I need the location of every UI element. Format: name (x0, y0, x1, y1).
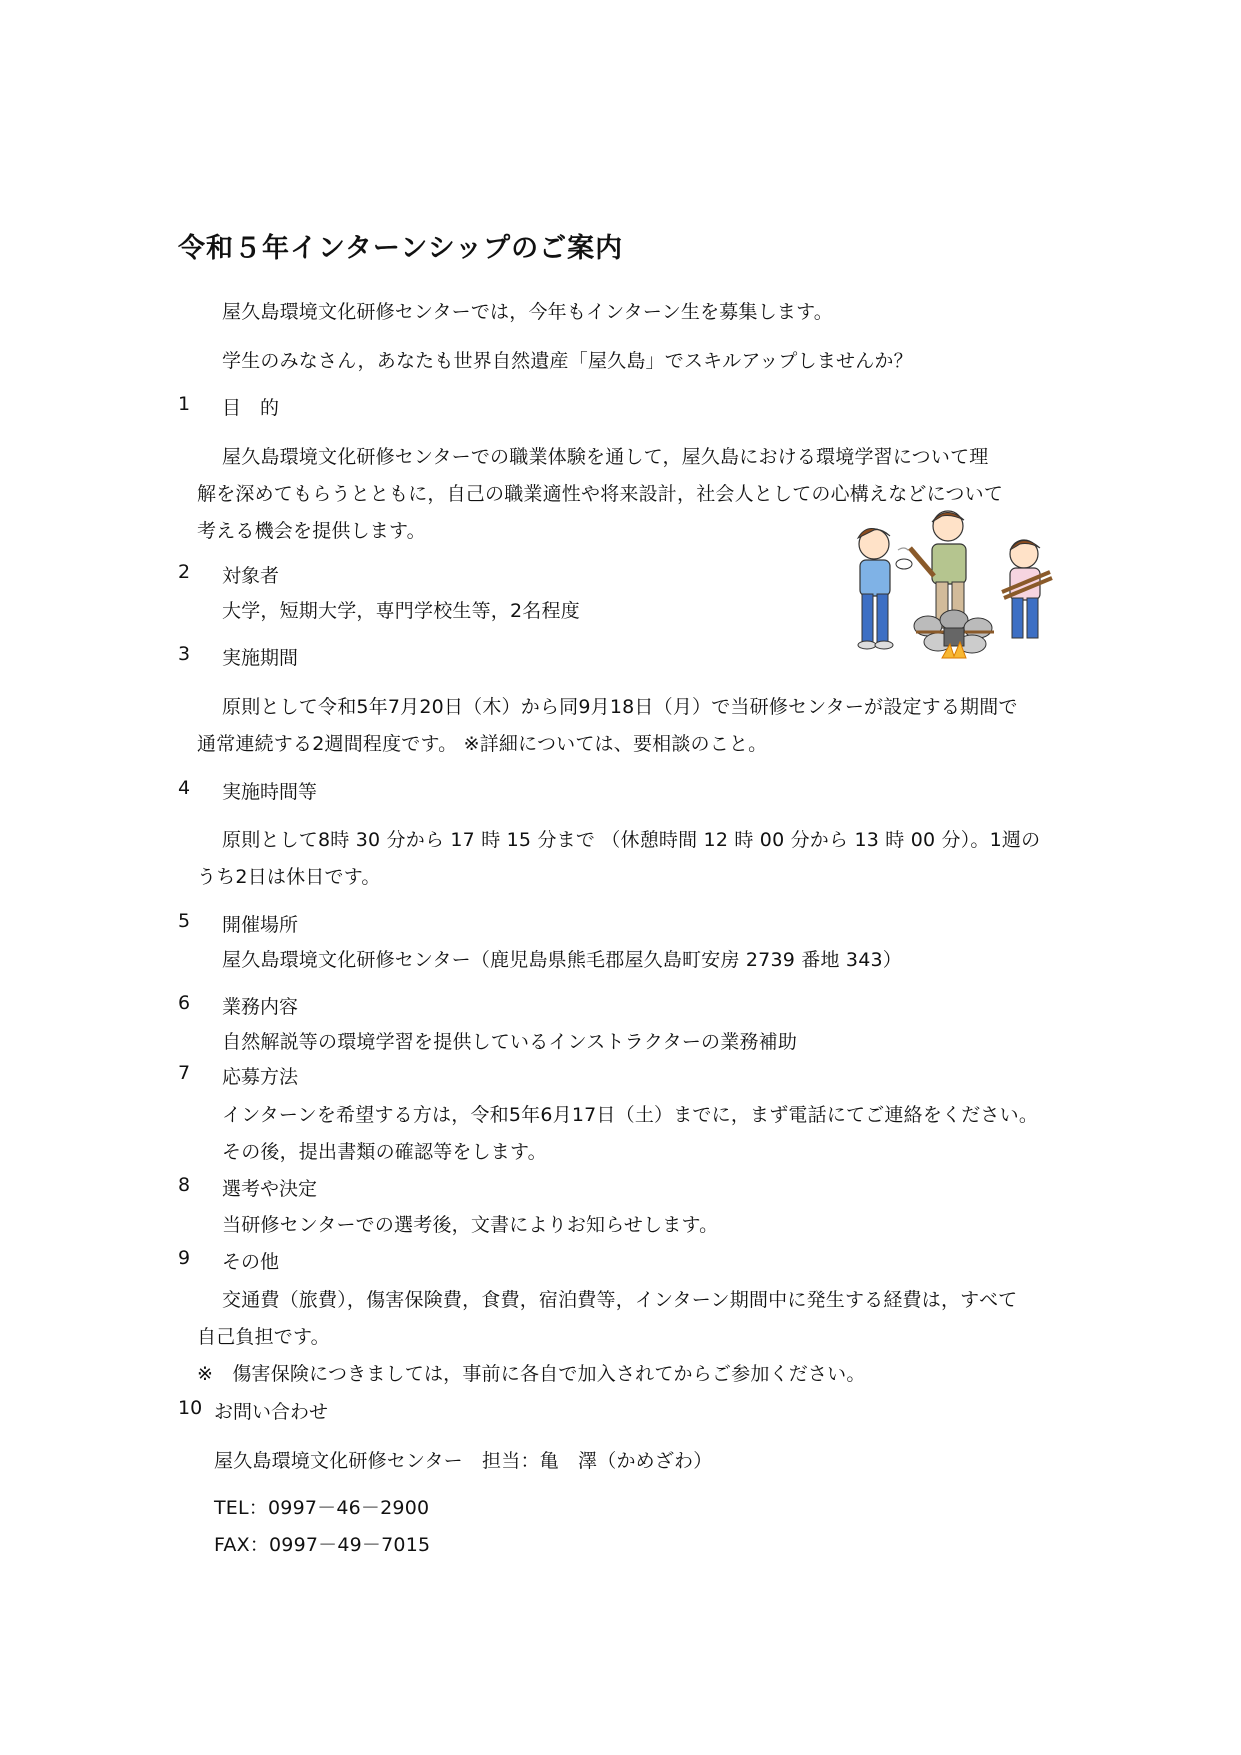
section-body: 交通費（旅費），傷害保険費，食費，宿泊費等，インターン期間中に発生する経費は，すべて (222, 1289, 1018, 1311)
section-number: 2 (178, 561, 191, 583)
section-body: 考える機会を提供します。 (197, 520, 426, 542)
section-number: 4 (178, 777, 191, 799)
section-body: 屋久島環境文化研修センターでの職業体験を通して，屋久島における環境学習について理 (222, 446, 989, 468)
campfire-children-illustration (838, 508, 1068, 668)
section-body: 自然解説等の環境学習を提供しているインストラクターの業務補助 (222, 1031, 798, 1053)
section-body: その後，提出書類の確認等をします。 (222, 1141, 547, 1163)
section-number: 3 (178, 643, 191, 665)
section-body: 解を深めてもらうとともに，自己の職業適性や将来設計，社会人としての心構えなどについて (197, 483, 1004, 505)
section-number: 6 (178, 992, 191, 1014)
section-body: 当研修センターでの選考後，文書によりお知らせします。 (222, 1214, 719, 1236)
section-heading: 実施時間等 (222, 781, 318, 803)
section-heading: 業務内容 (222, 996, 299, 1018)
section-body: 自己負担です。 (197, 1326, 330, 1348)
section-number: 7 (178, 1062, 191, 1084)
section-heading: 開催場所 (222, 914, 299, 936)
contact-office: 屋久島環境文化研修センター 担当：亀 澤（かめざわ） (214, 1450, 713, 1472)
section-body: 原則として令和5年7月20日（木）から同9月18日（月）で当研修センターが設定する期間で (222, 696, 1018, 718)
contact-fax: FAX：0997－49－7015 (214, 1534, 431, 1556)
section-number: 1 (178, 393, 191, 415)
section-number: 5 (178, 910, 191, 932)
section-body: 通常連続する2週間程度です。 ※詳細については、要相談のこと。 (197, 733, 768, 755)
section-heading: 選考や決定 (222, 1178, 318, 1200)
campfire-icon (914, 610, 994, 658)
section-heading: 実施期間 (222, 647, 299, 669)
section-number: 10 (178, 1397, 203, 1419)
section-body: うち2日は休日です。 (197, 866, 381, 888)
child-right-icon (1002, 540, 1052, 638)
section-body: インターンを希望する方は，令和5年6月17日（土）までに，まず電話にてご連絡をください。 (222, 1104, 1039, 1126)
section-number: 9 (178, 1247, 191, 1269)
section-body: 大学，短期大学，専門学校生等，2名程度 (222, 600, 580, 622)
section-heading: 応募方法 (222, 1066, 299, 1088)
page-title: 令和５年インターンシップのご案内 (178, 233, 624, 264)
section-number: 8 (178, 1174, 191, 1196)
section-body: 屋久島環境文化研修センター（鹿児島県熊毛郡屋久島町安房 2739 番地 343） (222, 949, 902, 971)
intro-line: 学生のみなさん，あなたも世界自然遺産「屋久島」でスキルアップしませんか？ (222, 350, 913, 372)
section-heading: 対象者 (222, 565, 280, 587)
section-heading: 目 的 (222, 397, 280, 419)
section-heading: その他 (222, 1251, 280, 1273)
child-left-icon (858, 528, 916, 649)
contact-tel: TEL：0997－46－2900 (214, 1497, 430, 1519)
section-body: 原則として8時 30 分から 17 時 15 分まで （休憩時間 12 時 00 分から 13 時 00 分）。1週の (222, 829, 1041, 851)
section-heading: お問い合わせ (214, 1401, 329, 1423)
section-note: ※ 傷害保険につきましては，事前に各自で加入されてからご参加ください。 (197, 1363, 866, 1385)
intro-line: 屋久島環境文化研修センターでは，今年もインターン生を募集します。 (222, 301, 833, 323)
